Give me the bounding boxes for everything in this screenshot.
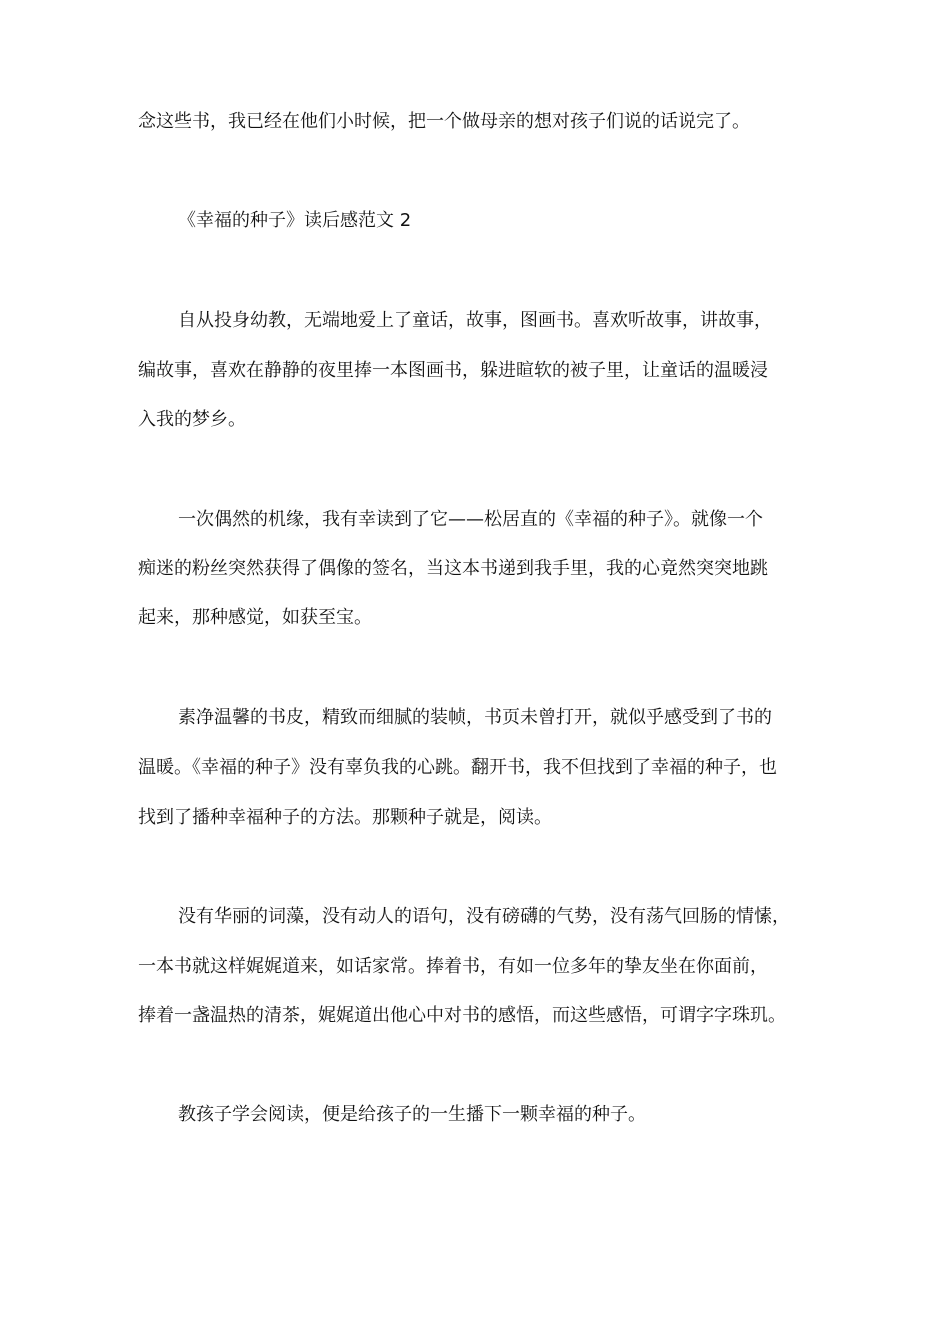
paragraph-line: 一次偶然的机缘，我有幸读到了它——松居直的《幸福的种子》。就像一个 [178, 509, 763, 530]
paragraph-line: 没有华丽的词藻，没有动人的语句，没有磅礴的气势，没有荡气回肠的情愫， [178, 906, 790, 927]
paragraph-line: 找到了播种幸福种子的方法。那颗种子就是，阅读。 [138, 807, 552, 828]
paragraph-line: 教孩子学会阅读，便是给孩子的一生播下一颗幸福的种子。 [178, 1104, 646, 1125]
paragraph-line: 一本书就这样娓娓道来，如话家常。捧着书，有如一位多年的挚友坐在你面前， [138, 956, 768, 977]
paragraph-line: 念这些书，我已经在他们小时候，把一个做母亲的想对孩子们说的话说完了。 [138, 111, 750, 132]
paragraph-line: 痴迷的粉丝突然获得了偶像的签名，当这本书递到我手里，我的心竟然突突地跳 [138, 558, 768, 579]
paragraph-line: 素净温馨的书皮，精致而细腻的装帧，书页未曾打开，就似乎感受到了书的 [178, 707, 772, 728]
paragraph-line: 编故事，喜欢在静静的夜里捧一本图画书，躲进暄软的被子里，让童话的温暖浸 [138, 360, 768, 381]
paragraph-line: 自从投身幼教，无端地爱上了童话，故事，图画书。喜欢听故事，讲故事， [178, 310, 772, 331]
paragraph-line: 捧着一盏温热的清茶，娓娓道出他心中对书的感悟，而这些感悟，可谓字字珠玑。 [138, 1005, 786, 1026]
paragraph-line: 起来，那种感觉，如获至宝。 [138, 607, 372, 628]
section-heading: 《幸福的种子》读后感范文 2 [178, 210, 412, 231]
paragraph-line: 入我的梦乡。 [138, 409, 246, 430]
paragraph-line: 温暖。《幸福的种子》没有辜负我的心跳。翻开书，我不但找到了幸福的种子，也 [138, 757, 777, 778]
